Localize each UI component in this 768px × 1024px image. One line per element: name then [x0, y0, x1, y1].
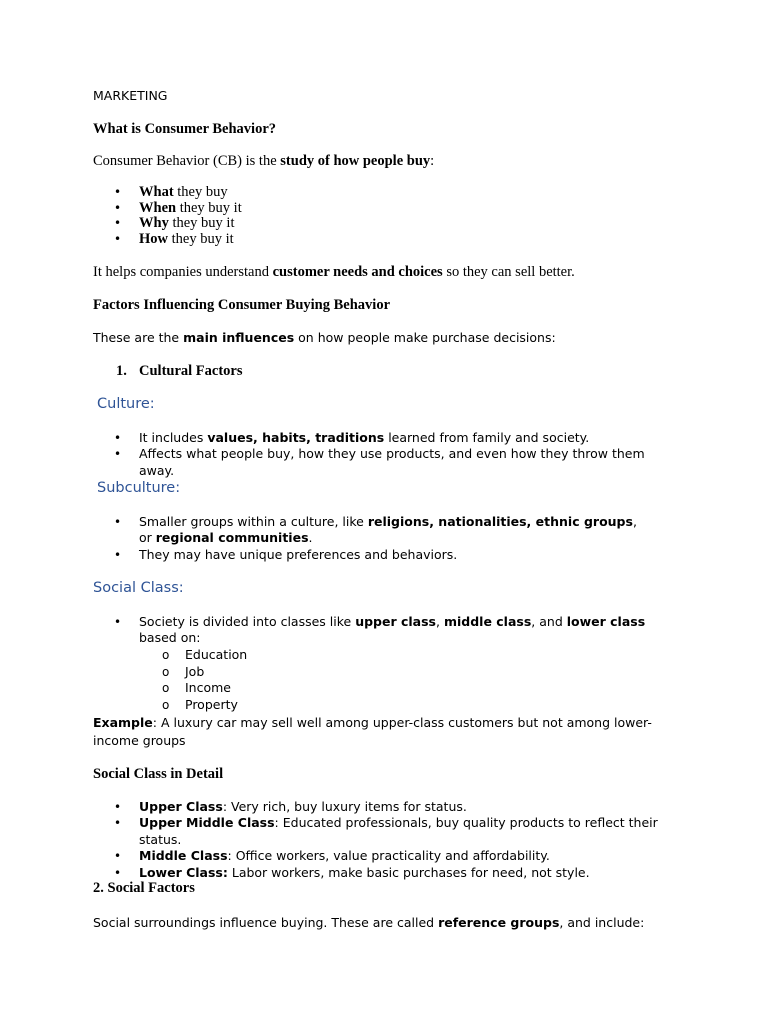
heading-consumer-behavior: What is Consumer Behavior?: [93, 121, 277, 137]
social-factors-paragraph: Social surroundings influence buying. These are called reference groups, and include:: [93, 915, 645, 930]
sub-list-item: o Income: [139, 680, 673, 697]
influences-paragraph: These are the main influences on how people make purchase decisions:: [93, 330, 556, 345]
list-item: • Lower Class: Labor workers, make basic purchases for need, not style.: [93, 865, 673, 881]
social-class-detail-list: [93, 799, 673, 881]
list-item: • Upper Class: Very rich, buy luxury items for status.: [93, 799, 673, 815]
subculture-list: [93, 514, 673, 563]
heading-subculture: Subculture:: [97, 480, 181, 496]
list-item: • They may have unique preferences and behaviors.: [93, 547, 673, 563]
heading-social-class: Social Class:: [93, 580, 184, 596]
list-number: 1.: [116, 363, 127, 379]
heading-social-factors: 2. Social Factors: [93, 880, 195, 896]
doc-title: MARKETING: [93, 88, 168, 103]
heading-social-class-detail: Social Class in Detail: [93, 766, 224, 782]
list-item: • Smaller groups within a culture, like religions, nationalities, ethnic groups, or regional communities.: [93, 514, 649, 547]
list-item: • Middle Class: Office workers, value practicality and affordability.: [93, 848, 673, 864]
list-item: • It includes values, habits, traditions learned from family and society.: [93, 430, 673, 446]
list-item: • How they buy it: [93, 232, 673, 248]
intro-paragraph: Consumer Behavior (CB) is the study of how people buy:: [93, 153, 435, 169]
social-class-list: [93, 614, 673, 714]
heading-culture: Culture:: [97, 396, 155, 412]
list-item: • Upper Middle Class: Educated professionals, buy quality products to reflect their status.: [93, 815, 673, 848]
list-item: • Society is divided into classes like upper class, middle class, and lower class based on: o Education o Job o Income o Property: [93, 614, 673, 714]
heading-factors: Factors Influencing Consumer Buying Behavior: [93, 297, 391, 313]
list-item: • What they buy: [93, 185, 673, 201]
buy-list: [93, 185, 673, 247]
example-paragraph: Example: A luxury car may sell well among upper-class customers but not among lower-income groups: [93, 715, 652, 748]
sub-list-item: o Job: [139, 664, 673, 681]
list-item: • When they buy it: [93, 201, 673, 217]
list-item: • Affects what people buy, how they use products, and even how they throw them away.: [93, 446, 673, 479]
list-item: • Why they buy it: [93, 216, 673, 232]
sub-list-item: o Property: [139, 697, 673, 714]
cultural-title: Cultural Factors: [139, 363, 243, 379]
culture-list: [93, 430, 673, 479]
helps-paragraph: It helps companies understand customer needs and choices so they can sell better.: [93, 264, 575, 280]
sub-list-item: o Education: [139, 647, 673, 664]
social-class-sublist: [139, 647, 673, 714]
